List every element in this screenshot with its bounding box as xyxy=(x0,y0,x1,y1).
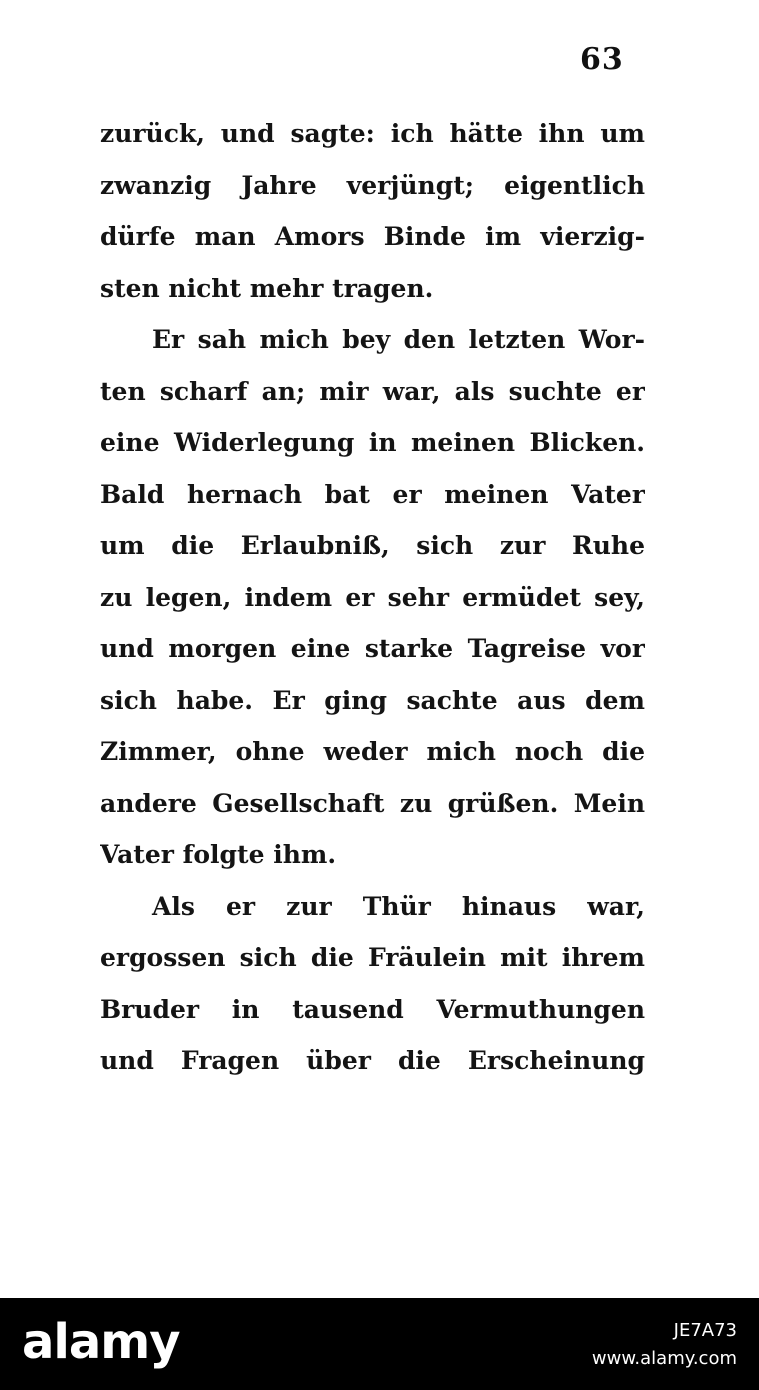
footer-url: www.alamy.com xyxy=(591,1348,737,1369)
text-line: ten scharf an; mir war, als suchte er xyxy=(100,376,645,406)
text-line: zu legen, indem er sehr ermüdet sey, xyxy=(100,582,645,612)
image-id: JE7A73 xyxy=(673,1320,737,1341)
text-line: Bald hernach bat er meinen Vater xyxy=(100,479,645,509)
text-line: Zimmer, ohne weder mich noch die xyxy=(100,737,645,766)
text-line: sich habe. Er ging sachte aus dem xyxy=(100,685,645,715)
body-text xyxy=(100,108,645,1087)
text-line: andere Gesellschaft zu grüßen. Mein xyxy=(100,788,645,818)
text-line: Vater folgte ihm. xyxy=(100,840,337,869)
text-line: zurück, und sagte: ich hätte ihn um xyxy=(100,119,645,148)
text-line: ergossen sich die Fräulein mit ihrem xyxy=(100,943,645,972)
page-number: 63 xyxy=(580,42,624,77)
text-line: zwanzig Jahre verjüngt; eigentlich xyxy=(100,170,645,200)
text-line: und morgen eine starke Tagreise vor xyxy=(100,634,645,663)
text-line: Als er zur Thür hinaus war, xyxy=(152,891,645,921)
text-line: Er sah mich bey den letzten Wor- xyxy=(152,325,645,354)
text-line: und Fragen über die Erscheinung xyxy=(100,1046,645,1075)
text-line: sten nicht mehr tragen. xyxy=(100,273,434,303)
text-line: um die Erlaubniß, sich zur Ruhe xyxy=(100,531,645,560)
text-line: eine Widerlegung in meinen Blicken. xyxy=(100,428,645,457)
alamy-logo: alamy xyxy=(22,1314,180,1370)
text-line: Bruder in tausend Vermuthungen xyxy=(100,994,645,1024)
watermark-footer xyxy=(0,1298,759,1390)
text-line: dürfe man Amors Binde im vierzig- xyxy=(100,222,645,251)
